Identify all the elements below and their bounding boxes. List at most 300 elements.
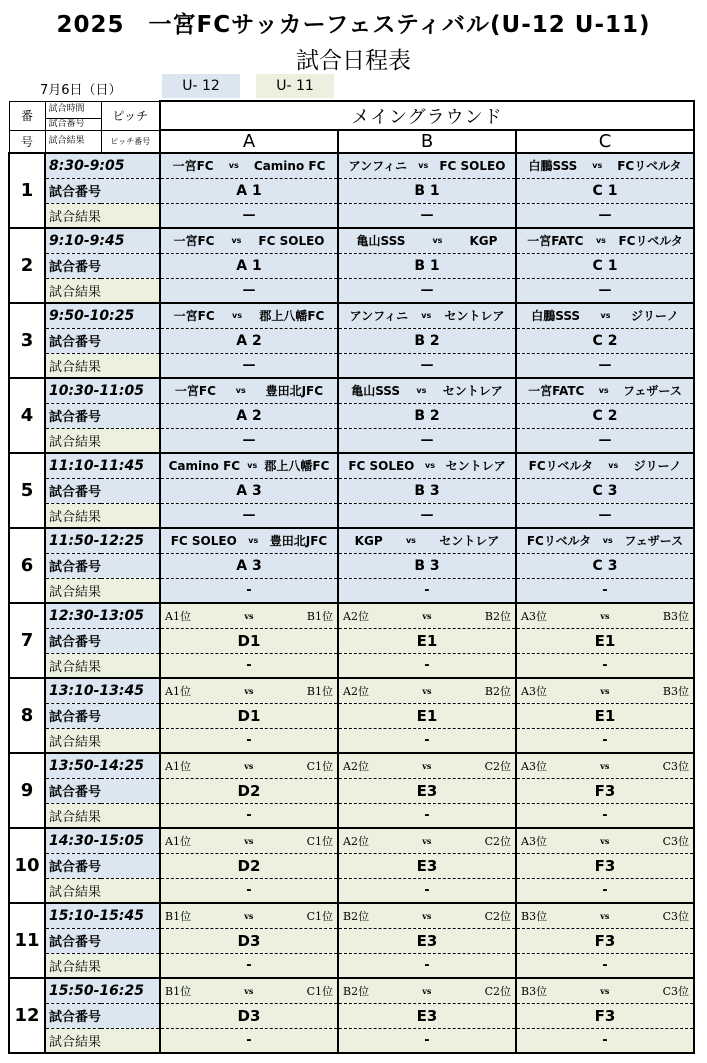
- match-result: -: [160, 878, 338, 903]
- away-team: C2位: [484, 984, 511, 998]
- match-result-label: 試合結果: [45, 953, 160, 978]
- away-team: フェザース: [623, 384, 682, 399]
- match-code: C 1: [516, 253, 694, 278]
- match-code: C 2: [516, 403, 694, 428]
- home-team: Camino FC: [168, 458, 241, 473]
- slot-row: [9, 753, 694, 778]
- slot-row: [9, 278, 694, 303]
- match-result: -: [160, 653, 338, 678]
- match-result: -: [516, 728, 694, 753]
- match-result: -: [516, 653, 694, 678]
- match-result: —: [338, 203, 516, 228]
- slot-row: [9, 703, 694, 728]
- home-team: FC SOLEO: [348, 458, 415, 473]
- match-code: F3: [516, 853, 694, 878]
- slot-row: [9, 178, 694, 203]
- match-cell: [516, 228, 694, 253]
- home-team: B1位: [165, 909, 192, 923]
- slot-time: 10:30-11:05: [45, 378, 160, 403]
- vs-label: vs: [422, 760, 432, 771]
- match-code: A 3: [160, 478, 338, 503]
- vs-label: vs: [600, 311, 611, 321]
- match-cell: [160, 228, 338, 253]
- slot-row: [9, 1003, 694, 1028]
- vs-label: vs: [247, 461, 258, 471]
- match-no-label: 試合番号: [45, 628, 160, 653]
- away-team: 郡上八幡FC: [259, 309, 325, 324]
- match-code: B 3: [338, 553, 516, 578]
- slot-row: [9, 678, 694, 703]
- away-team: C1位: [306, 759, 333, 773]
- vs-label: vs: [422, 835, 432, 846]
- legend-u11: U- 11: [256, 74, 334, 98]
- match-result: —: [516, 278, 694, 303]
- match-cell: [160, 153, 338, 178]
- away-team: B1位: [306, 684, 333, 698]
- slot-row: [9, 378, 694, 403]
- match-result: -: [516, 878, 694, 903]
- match-result: —: [160, 278, 338, 303]
- slot-time: 13:10-13:45: [45, 678, 160, 703]
- away-team: B3位: [662, 609, 689, 623]
- header-pitch-c: C: [516, 130, 694, 153]
- away-team: B2位: [484, 684, 511, 698]
- match-no-label: 試合番号: [45, 778, 160, 803]
- match-cell: [160, 903, 338, 928]
- match-result: —: [160, 503, 338, 528]
- match-result: -: [338, 653, 516, 678]
- match-cell: [160, 678, 338, 703]
- home-team: A3位: [521, 609, 547, 623]
- match-cell: [338, 903, 516, 928]
- home-team: FC SOLEO: [170, 533, 237, 548]
- match-no-label: 試合番号: [45, 403, 160, 428]
- match-result: —: [516, 503, 694, 528]
- vs-label: vs: [244, 610, 254, 621]
- schedule-body: [9, 153, 694, 1053]
- home-team: A1位: [165, 759, 191, 773]
- away-team: C3位: [662, 759, 689, 773]
- slot-row: [9, 828, 694, 853]
- vs-label: vs: [422, 610, 432, 621]
- away-team: C2位: [484, 834, 511, 848]
- match-cell: [338, 153, 516, 178]
- match-code: F3: [516, 778, 694, 803]
- match-result: —: [160, 428, 338, 453]
- home-team: 白鵬SSS: [528, 159, 578, 174]
- match-cell: [516, 903, 694, 928]
- slot-number: 6: [9, 528, 45, 603]
- match-cell: [160, 378, 338, 403]
- vs-label: vs: [231, 236, 242, 246]
- home-team: 白鵬SSS: [531, 309, 581, 324]
- match-result: —: [516, 428, 694, 453]
- home-team: A2位: [343, 609, 369, 623]
- match-result-label: 試合結果: [45, 503, 160, 528]
- away-team: B2位: [484, 609, 511, 623]
- match-no-label: 試合番号: [45, 178, 160, 203]
- match-code: C 3: [516, 478, 694, 503]
- away-team: Camino FC: [253, 158, 326, 173]
- match-cell: [516, 828, 694, 853]
- home-team: 一宮FC: [172, 159, 214, 174]
- vs-label: vs: [425, 461, 436, 471]
- match-cell: [338, 528, 516, 553]
- slot-number: 2: [9, 228, 45, 303]
- slot-row: [9, 353, 694, 378]
- header-bango-top: 番: [9, 101, 45, 130]
- slot-row: [9, 228, 694, 253]
- match-result-label: 試合結果: [45, 203, 160, 228]
- match-cell: [338, 453, 516, 478]
- match-cell: [516, 453, 694, 478]
- away-team: フェザース: [624, 534, 684, 549]
- slot-row: [9, 253, 694, 278]
- match-cell: [516, 753, 694, 778]
- slot-row: [9, 428, 694, 453]
- slot-number: 1: [9, 153, 45, 228]
- away-team: C3位: [662, 984, 689, 998]
- slot-row: [9, 603, 694, 628]
- away-team: C1位: [306, 834, 333, 848]
- match-cell: [160, 528, 338, 553]
- away-team: C1位: [306, 984, 333, 998]
- match-cell: [516, 978, 694, 1003]
- slot-number: 8: [9, 678, 45, 753]
- vs-label: vs: [232, 311, 242, 321]
- home-team: 一宮FATC: [527, 234, 584, 249]
- slot-time: 8:30-9:05: [45, 153, 160, 178]
- match-code: D3: [160, 1003, 338, 1028]
- slot-row: [9, 453, 694, 478]
- match-no-label: 試合番号: [45, 253, 160, 278]
- vs-label: vs: [244, 835, 254, 846]
- match-result-label: 試合結果: [45, 653, 160, 678]
- slot-row: [9, 978, 694, 1003]
- match-cell: [160, 828, 338, 853]
- away-team: FC SOLEO: [258, 233, 325, 248]
- away-team: ジリーノ: [633, 459, 682, 474]
- home-team: A3位: [521, 834, 547, 848]
- home-team: 一宮FC: [174, 384, 216, 399]
- away-team: C1位: [306, 909, 333, 923]
- vs-label: vs: [244, 910, 254, 921]
- home-team: 亀山SSS: [356, 234, 406, 249]
- away-team: C2位: [484, 909, 511, 923]
- slot-time: 15:50-16:25: [45, 978, 160, 1003]
- match-result-label: 試合結果: [45, 1028, 160, 1053]
- header-pitch-no: ピッチ番号: [101, 130, 160, 153]
- match-result: -: [338, 1028, 516, 1053]
- header-match-result: 試合結果: [45, 130, 101, 153]
- slot-time: 13:50-14:25: [45, 753, 160, 778]
- home-team: 一宮FC: [173, 234, 215, 249]
- match-code: B 3: [338, 478, 516, 503]
- away-team: セントレア: [442, 384, 503, 399]
- match-result: -: [338, 578, 516, 603]
- home-team: A2位: [343, 684, 369, 698]
- slot-row: [9, 728, 694, 753]
- match-result: —: [160, 203, 338, 228]
- match-cell: [338, 228, 516, 253]
- away-team: B3位: [662, 684, 689, 698]
- header-pitch: ピッチ: [101, 101, 160, 130]
- match-result: —: [160, 353, 338, 378]
- slot-number: 9: [9, 753, 45, 828]
- slot-number: 12: [9, 978, 45, 1053]
- slot-time: 11:10-11:45: [45, 453, 160, 478]
- home-team: 一宮FATC: [528, 384, 585, 399]
- match-cell: [516, 528, 694, 553]
- slot-time: 14:30-15:05: [45, 828, 160, 853]
- away-team: 豊田北JFC: [269, 534, 328, 549]
- home-team: B1位: [165, 984, 192, 998]
- away-team: FC SOLEO: [439, 158, 506, 173]
- match-code: E3: [338, 928, 516, 953]
- match-code: F3: [516, 928, 694, 953]
- match-result: -: [516, 578, 694, 603]
- away-team: C3位: [662, 909, 689, 923]
- slot-row: [9, 853, 694, 878]
- home-team: A1位: [165, 834, 191, 848]
- slot-row: [9, 553, 694, 578]
- slot-time: 15:10-15:45: [45, 903, 160, 928]
- match-result-label: 試合結果: [45, 728, 160, 753]
- event-date: 7月6日（日）: [40, 83, 122, 98]
- match-code: D1: [160, 628, 338, 653]
- vs-label: vs: [608, 461, 619, 471]
- schedule-table: [8, 100, 695, 1054]
- match-no-label: 試合番号: [45, 328, 160, 353]
- slot-row: [9, 928, 694, 953]
- vs-label: vs: [595, 236, 606, 246]
- legend-u12: U- 12: [162, 74, 240, 98]
- slot-row: [9, 953, 694, 978]
- match-code: A 3: [160, 553, 338, 578]
- vs-label: vs: [432, 236, 443, 246]
- vs-label: vs: [600, 685, 610, 696]
- match-code: C 1: [516, 178, 694, 203]
- match-code: A 2: [160, 403, 338, 428]
- away-team: B1位: [306, 609, 333, 623]
- match-cell: [338, 303, 516, 328]
- match-result: -: [516, 803, 694, 828]
- match-code: A 1: [160, 253, 338, 278]
- vs-label: vs: [600, 985, 610, 996]
- vs-label: vs: [416, 386, 427, 396]
- away-team: セントレア: [444, 309, 505, 324]
- home-team: A2位: [343, 759, 369, 773]
- slot-time: 9:10-9:45: [45, 228, 160, 253]
- vs-label: vs: [244, 685, 254, 696]
- slot-number: 10: [9, 828, 45, 903]
- vs-label: vs: [592, 161, 603, 171]
- match-code: E3: [338, 778, 516, 803]
- match-cell: [516, 153, 694, 178]
- slot-row: [9, 778, 694, 803]
- away-team: 豊田北JFC: [265, 384, 324, 399]
- home-team: B3位: [521, 909, 548, 923]
- match-result: -: [516, 953, 694, 978]
- match-cell: [338, 603, 516, 628]
- away-team: FCリベルタ: [617, 159, 682, 174]
- match-code: D2: [160, 853, 338, 878]
- match-result: -: [338, 878, 516, 903]
- match-no-label: 試合番号: [45, 1003, 160, 1028]
- slot-number: 7: [9, 603, 45, 678]
- match-result-label: 試合結果: [45, 578, 160, 603]
- slot-row: [9, 878, 694, 903]
- slot-time: 12:30-13:05: [45, 603, 160, 628]
- home-team: 亀山SSS: [351, 384, 401, 399]
- slot-row: [9, 1028, 694, 1053]
- vs-label: vs: [405, 536, 416, 546]
- match-code: E1: [338, 628, 516, 653]
- away-team: ジリーノ: [630, 309, 679, 324]
- match-code: E3: [338, 1003, 516, 1028]
- vs-label: vs: [600, 610, 610, 621]
- match-cell: [516, 603, 694, 628]
- match-result: -: [160, 953, 338, 978]
- vs-label: vs: [598, 386, 609, 396]
- slot-row: [9, 578, 694, 603]
- match-result-label: 試合結果: [45, 428, 160, 453]
- slot-row: [9, 153, 694, 178]
- home-team: B2位: [343, 909, 370, 923]
- slot-row: [9, 303, 694, 328]
- slot-row: [9, 903, 694, 928]
- match-code: E1: [338, 703, 516, 728]
- slot-number: 5: [9, 453, 45, 528]
- match-code: A 2: [160, 328, 338, 353]
- home-team: B3位: [521, 984, 548, 998]
- match-code: F3: [516, 1003, 694, 1028]
- match-result: -: [160, 578, 338, 603]
- vs-label: vs: [235, 386, 246, 396]
- slot-row: [9, 403, 694, 428]
- vs-label: vs: [228, 161, 239, 171]
- header-match-time: 試合時間: [45, 101, 101, 118]
- match-cell: [160, 453, 338, 478]
- match-code: B 1: [338, 253, 516, 278]
- away-team: KGP: [469, 233, 498, 248]
- match-result-label: 試合結果: [45, 353, 160, 378]
- match-code: B 2: [338, 328, 516, 353]
- vs-label: vs: [244, 760, 254, 771]
- match-result: -: [338, 953, 516, 978]
- match-result: —: [338, 278, 516, 303]
- match-cell: [160, 753, 338, 778]
- match-cell: [516, 303, 694, 328]
- match-cell: [160, 978, 338, 1003]
- match-cell: [338, 828, 516, 853]
- match-code: E3: [338, 853, 516, 878]
- away-team: セントレア: [445, 459, 506, 474]
- home-team: A1位: [165, 609, 191, 623]
- vs-label: vs: [421, 311, 432, 321]
- match-code: D1: [160, 703, 338, 728]
- header-venue: メイングラウンド: [160, 101, 694, 130]
- match-code: E1: [516, 703, 694, 728]
- home-team: アンフィニ: [348, 159, 408, 174]
- match-cell: [160, 303, 338, 328]
- away-team: C3位: [662, 834, 689, 848]
- match-result: -: [160, 728, 338, 753]
- header-bango-bottom: 号: [9, 130, 45, 153]
- home-team: A3位: [521, 759, 547, 773]
- header-pitch-b: B: [338, 130, 516, 153]
- match-result: -: [516, 1028, 694, 1053]
- match-code: D2: [160, 778, 338, 803]
- home-team: A2位: [343, 834, 369, 848]
- match-code: A 1: [160, 178, 338, 203]
- match-result: —: [338, 353, 516, 378]
- match-cell: [338, 978, 516, 1003]
- match-code: B 2: [338, 403, 516, 428]
- match-result: -: [160, 1028, 338, 1053]
- home-team: A3位: [521, 684, 547, 698]
- match-result: -: [160, 803, 338, 828]
- vs-label: vs: [422, 985, 432, 996]
- match-result: —: [338, 428, 516, 453]
- match-cell: [338, 378, 516, 403]
- match-result: —: [338, 503, 516, 528]
- vs-label: vs: [422, 910, 432, 921]
- vs-label: vs: [600, 760, 610, 771]
- slot-row: [9, 203, 694, 228]
- match-cell: [338, 678, 516, 703]
- vs-label: vs: [418, 161, 429, 171]
- away-team: 郡上八幡FC: [264, 459, 330, 474]
- slot-time: 11:50-12:25: [45, 528, 160, 553]
- match-result-label: 試合結果: [45, 803, 160, 828]
- match-result-label: 試合結果: [45, 278, 160, 303]
- slot-row: [9, 328, 694, 353]
- slot-row: [9, 503, 694, 528]
- vs-label: vs: [422, 685, 432, 696]
- slot-number: 11: [9, 903, 45, 978]
- match-cell: [338, 753, 516, 778]
- vs-label: vs: [602, 536, 613, 546]
- away-team: FCリベルタ: [618, 234, 683, 249]
- match-code: D3: [160, 928, 338, 953]
- vs-label: vs: [600, 835, 610, 846]
- home-team: FCリベルタ: [528, 459, 593, 474]
- match-code: C 2: [516, 328, 694, 353]
- page-subtitle: 試合日程表: [296, 48, 411, 74]
- away-team: セントレア: [439, 534, 500, 549]
- home-team: B2位: [343, 984, 370, 998]
- slot-time: 9:50-10:25: [45, 303, 160, 328]
- match-code: C 3: [516, 553, 694, 578]
- vs-label: vs: [244, 985, 254, 996]
- home-team: A1位: [165, 684, 191, 698]
- slot-number: 4: [9, 378, 45, 453]
- home-team: KGP: [354, 533, 383, 548]
- home-team: アンフィニ: [349, 309, 409, 324]
- header-match-no: 試合番号: [45, 118, 101, 130]
- match-no-label: 試合番号: [45, 553, 160, 578]
- match-result: -: [338, 803, 516, 828]
- match-no-label: 試合番号: [45, 928, 160, 953]
- slot-row: [9, 528, 694, 553]
- vs-label: vs: [600, 910, 610, 921]
- slot-number: 3: [9, 303, 45, 378]
- match-cell: [516, 678, 694, 703]
- match-cell: [516, 378, 694, 403]
- home-team: 一宮FC: [173, 309, 215, 324]
- match-result: —: [516, 203, 694, 228]
